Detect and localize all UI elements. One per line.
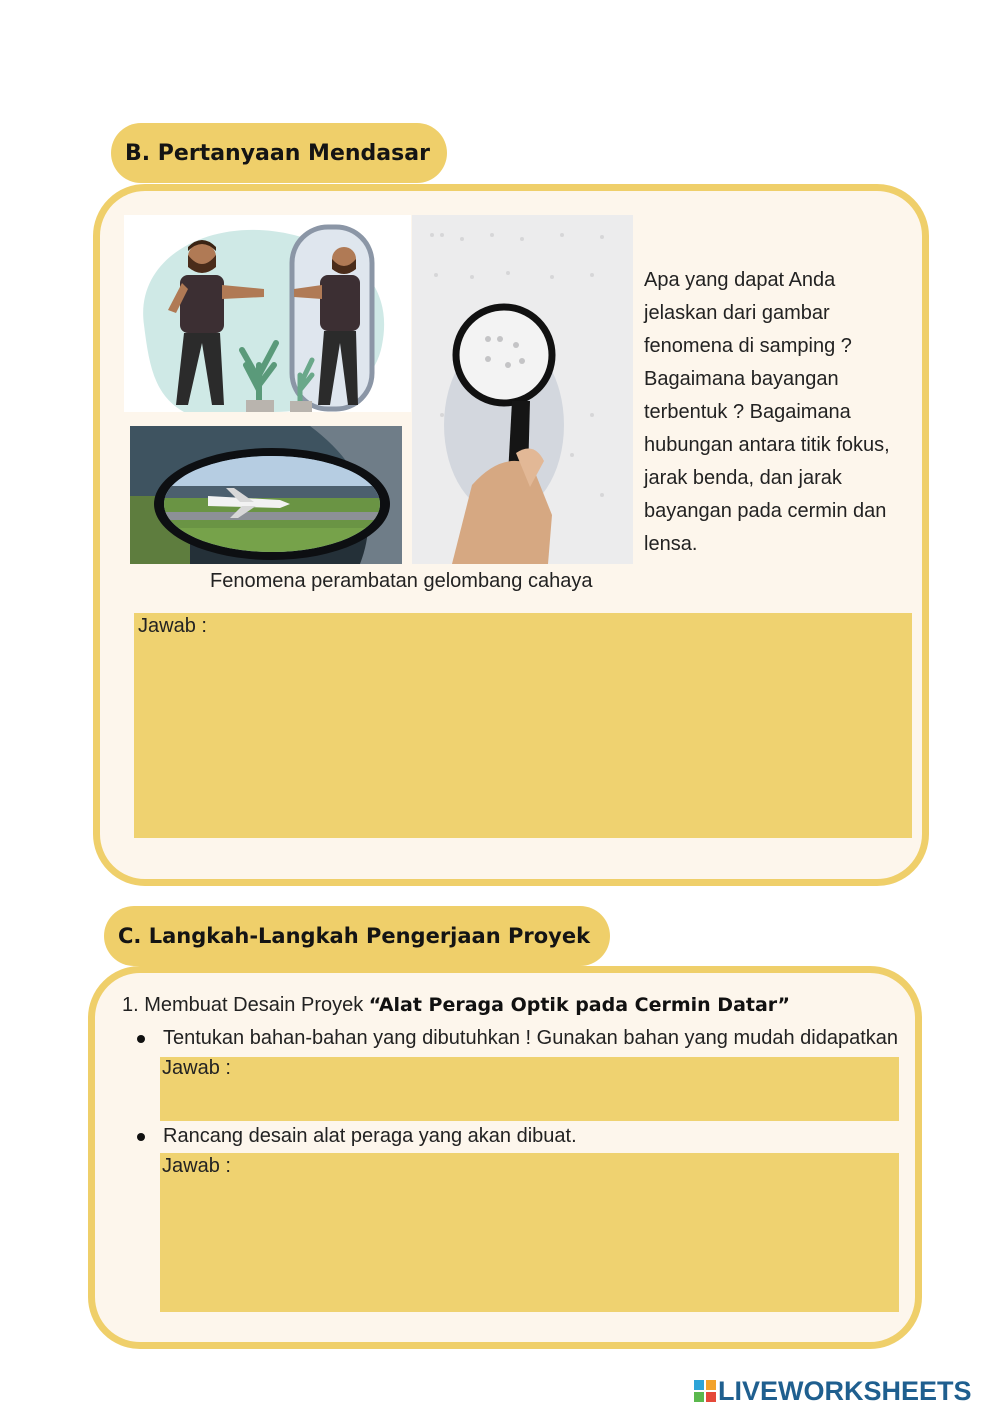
section-b-title: B. Pertanyaan Mendasar xyxy=(111,123,447,183)
liveworksheets-logo xyxy=(694,1376,972,1406)
magnifier-braille-image xyxy=(412,215,633,564)
answer-label: Jawab : xyxy=(162,1155,231,1177)
bullet-2-dot xyxy=(137,1133,145,1141)
bullet-2-text: Rancang desain alat peraga yang akan dibuat. xyxy=(163,1125,577,1147)
answer-label: Jawab : xyxy=(162,1057,231,1079)
answer-label: Jawab : xyxy=(138,615,207,637)
section-b-question: Apa yang dapat Anda jelaskan dari gambar fenomena di samping ? Bagaimana bayangan terbentuk ? Bagaimana hubungan antara titik fokus, jarak benda, dan jarak bayangan pada cermin dan lensa. xyxy=(644,269,890,555)
bullet-2-answer-field[interactable] xyxy=(160,1153,899,1312)
bullet-1-answer-field[interactable] xyxy=(160,1057,899,1121)
section-c-title: C. Langkah-Langkah Pengerjaan Proyek xyxy=(104,906,610,966)
bullet-1-text: Tentukan bahan-bahan yang dibutuhkan ! Gunakan bahan yang mudah didapatkan xyxy=(163,1027,899,1049)
image-caption: Fenomena perambatan gelombang cahaya xyxy=(210,570,593,592)
section-b-answer-field[interactable] xyxy=(134,613,912,838)
logo-text: LIVEWORKSHEETS xyxy=(718,1375,972,1406)
step-1-project-name: “Alat Peraga Optik pada Cermin Datar” xyxy=(368,994,791,1016)
mirror-reflection-image xyxy=(124,215,411,412)
car-mirror-image xyxy=(130,426,402,564)
liveworksheets-logo-icon xyxy=(694,1380,716,1402)
step-1 xyxy=(122,994,790,1017)
bullet-1-dot xyxy=(137,1035,145,1043)
step-1-prefix: 1. Membuat Desain Proyek xyxy=(122,994,369,1016)
